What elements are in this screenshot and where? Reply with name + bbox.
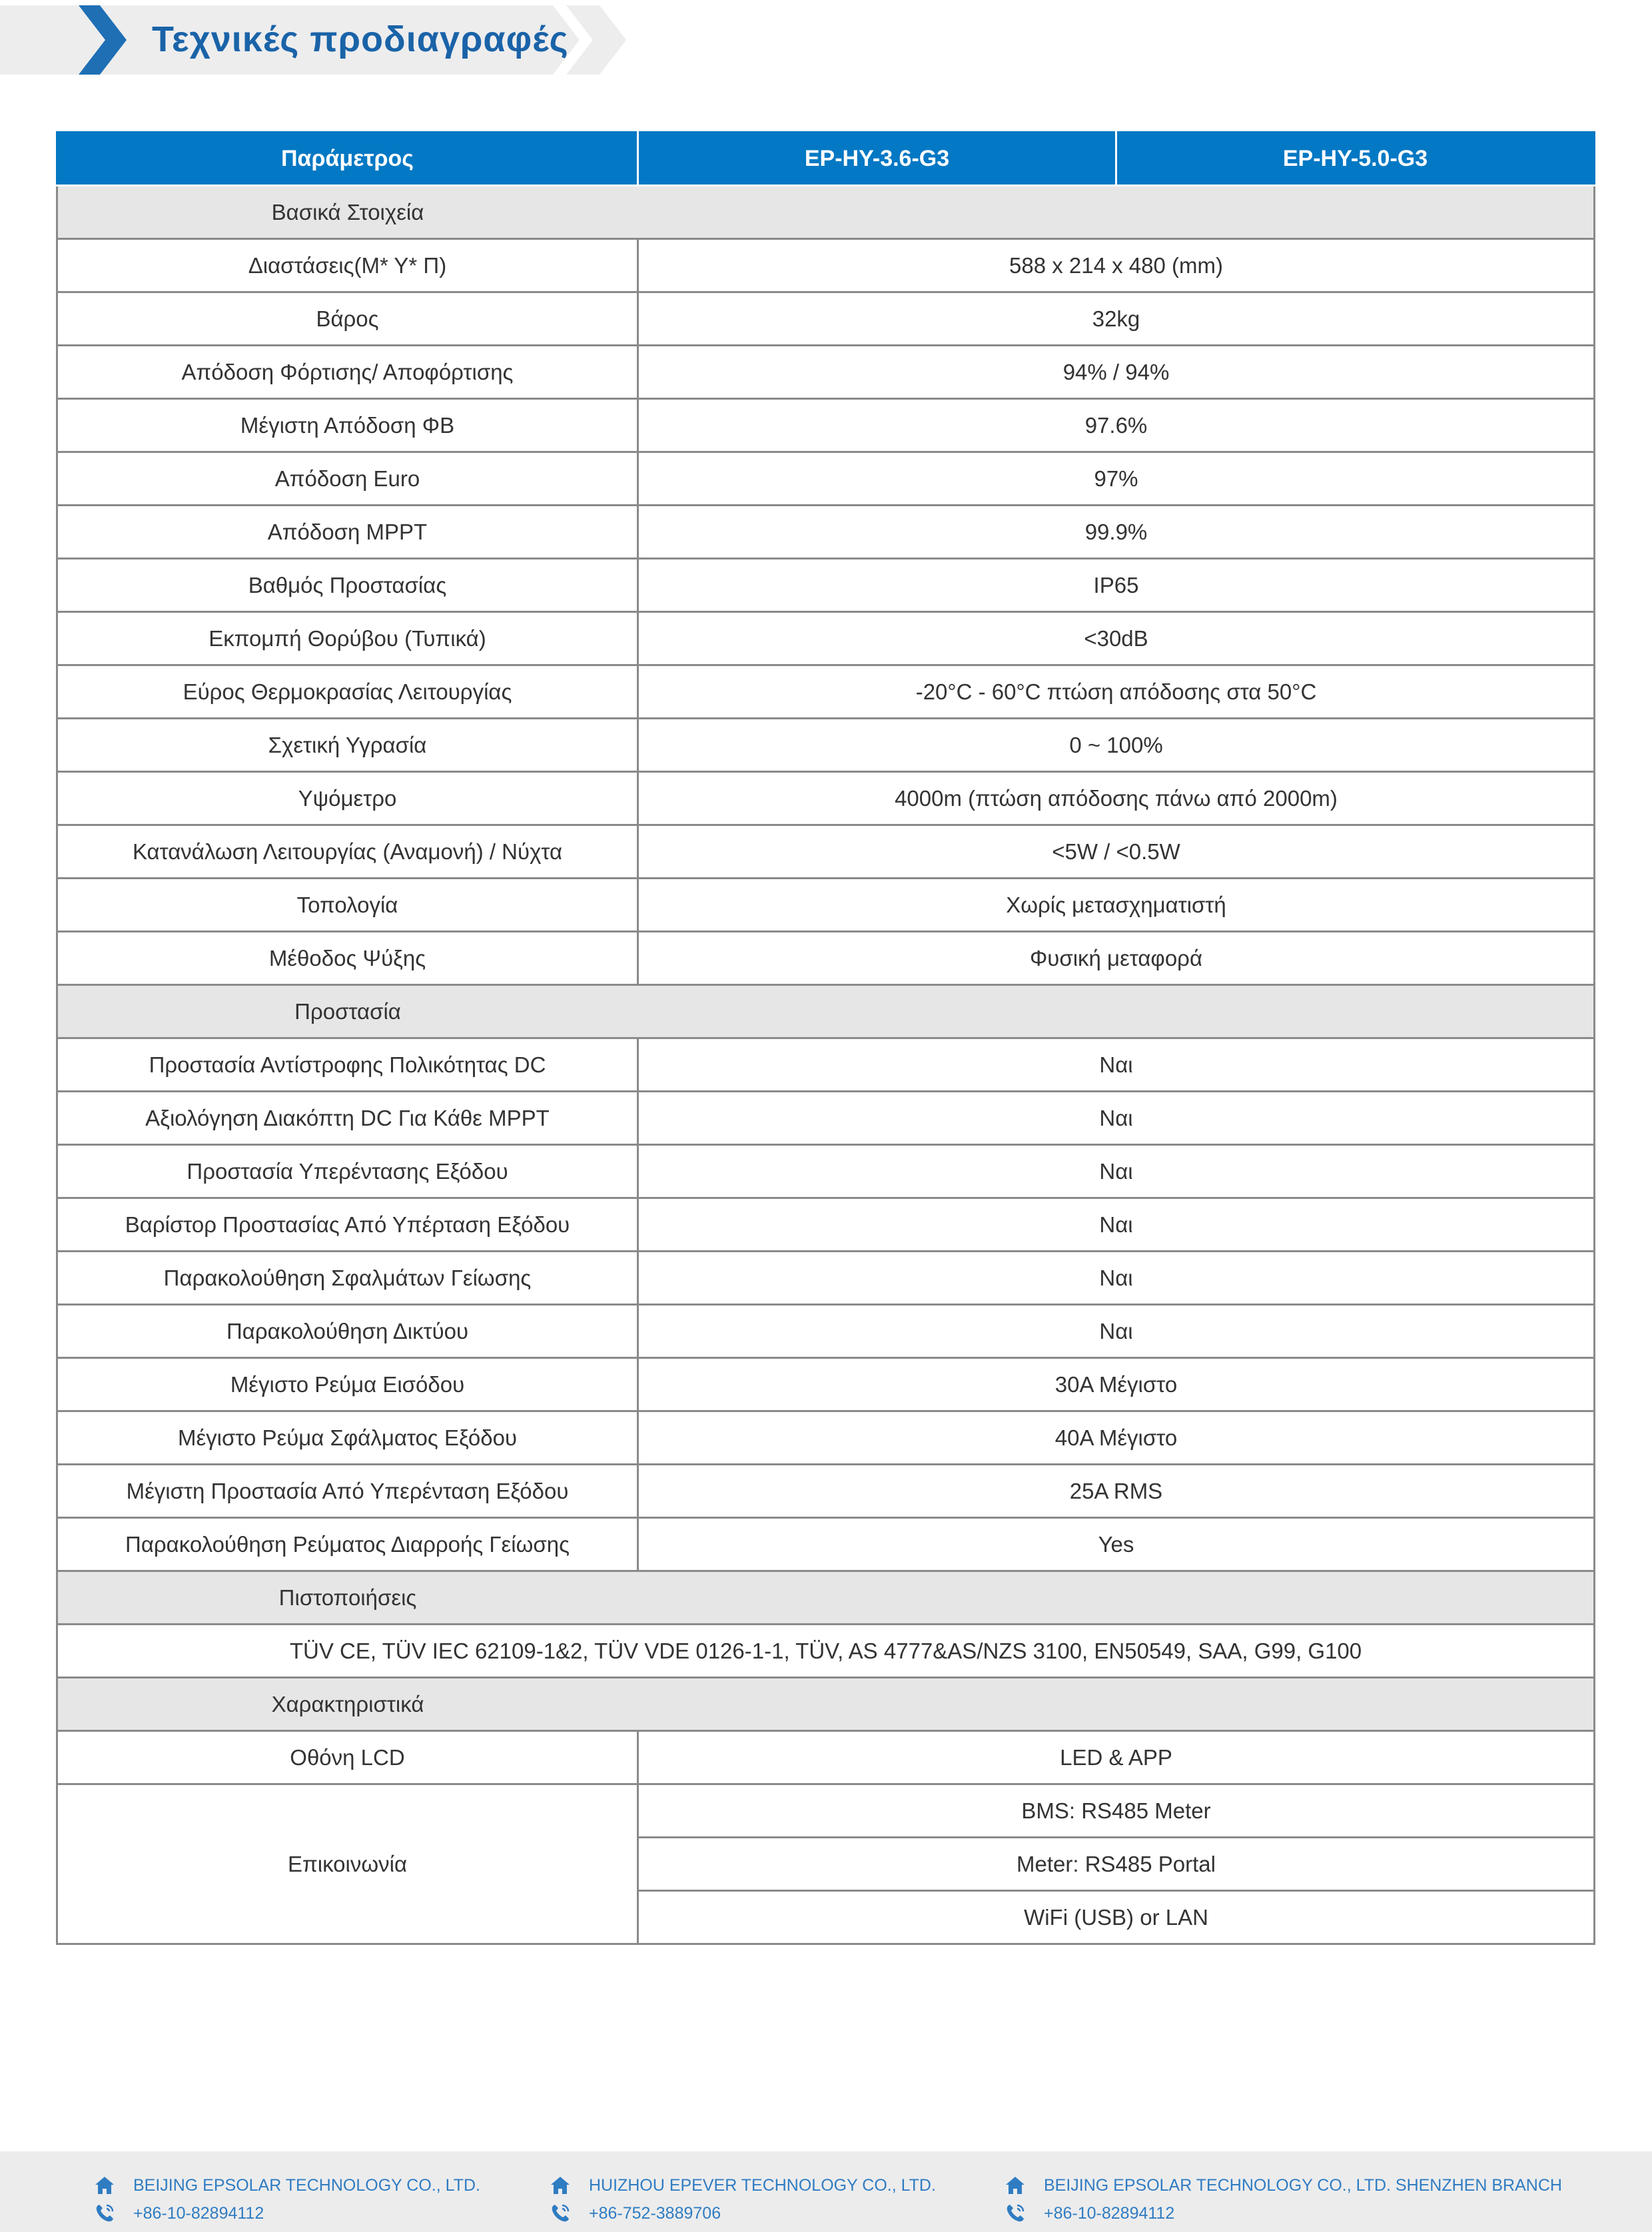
table-row bbox=[57, 1252, 1595, 1305]
table-row bbox=[57, 559, 1595, 612]
row-label: Προστασία Υπερέντασης Εξόδου bbox=[57, 1145, 638, 1198]
row-value: BMS: RS485 Meter bbox=[638, 1784, 1595, 1838]
row-label: Μέγιστο Ρεύμα Εισόδου bbox=[57, 1358, 638, 1411]
row-label: Μέγιστη Προστασία Από Υπερένταση Εξόδου bbox=[57, 1465, 638, 1518]
row-value: Meter: RS485 Portal bbox=[638, 1838, 1595, 1891]
row-value: Yes bbox=[638, 1518, 1595, 1571]
footer-contact bbox=[93, 2171, 480, 2227]
row-label: Εύρος Θερμοκρασίας Λειτουργίας bbox=[57, 665, 638, 719]
footer-company: BEIJING EPSOLAR TECHNOLOGY CO., LTD. SHENZHEN BRANCH bbox=[1044, 2175, 1562, 2195]
row-value: 25A RMS bbox=[638, 1465, 1595, 1518]
table-row bbox=[57, 239, 1595, 292]
table-row bbox=[57, 1305, 1595, 1358]
table-row bbox=[57, 1784, 1595, 1838]
table-row bbox=[57, 932, 1595, 985]
header-parameter: Παράμετρος bbox=[57, 133, 638, 186]
row-value: -20°C - 60°C πτώση απόδοσης στα 50°C bbox=[638, 665, 1595, 719]
section-title-features: Χαρακτηριστικά bbox=[271, 1691, 424, 1716]
table-row bbox=[57, 1465, 1595, 1518]
footer-phone: +86-10-82894112 bbox=[1044, 2203, 1175, 2223]
row-label: Απόδοση Euro bbox=[57, 452, 638, 506]
home-icon bbox=[549, 2174, 572, 2197]
row-value: Ναι bbox=[638, 1092, 1595, 1145]
row-label: Εκπομπή Θορύβου (Τυπικά) bbox=[57, 612, 638, 665]
table-row bbox=[57, 399, 1595, 452]
section-row bbox=[57, 1678, 1595, 1731]
row-value: LED & APP bbox=[638, 1731, 1595, 1784]
row-label: Παρακολούθηση Δικτύου bbox=[57, 1305, 638, 1358]
header-model-5-0: EP-HY-5.0-G3 bbox=[1116, 133, 1595, 186]
row-value: IP65 bbox=[638, 559, 1595, 612]
row-label: Κατανάλωση Λειτουργίας (Αναμονή) / Νύχτα bbox=[57, 825, 638, 879]
section-title-basic: Βασικά Στοιχεία bbox=[271, 199, 424, 224]
table-row bbox=[57, 665, 1595, 719]
row-value: Ναι bbox=[638, 1038, 1595, 1092]
row-value: 97% bbox=[638, 452, 1595, 506]
table-row bbox=[57, 1625, 1595, 1678]
table-row bbox=[57, 1358, 1595, 1411]
row-value: Ναι bbox=[638, 1252, 1595, 1305]
page-header bbox=[0, 0, 1652, 80]
page-title: Τεχνικές προδιαγραφές bbox=[152, 19, 569, 59]
table-row bbox=[57, 452, 1595, 506]
footer-contact bbox=[549, 2171, 936, 2227]
header-model-3-6: EP-HY-3.6-G3 bbox=[638, 133, 1116, 186]
row-value: Ναι bbox=[638, 1145, 1595, 1198]
section-row bbox=[57, 1571, 1595, 1625]
row-value: 40A Μέγιστο bbox=[638, 1411, 1595, 1465]
table-row bbox=[57, 1038, 1595, 1092]
row-label: Επικοινωνία bbox=[57, 1784, 638, 1944]
row-label: Τοπολογία bbox=[57, 879, 638, 932]
home-icon bbox=[1004, 2174, 1027, 2197]
row-label: Απόδοση Φόρτισης/ Αποφόρτισης bbox=[57, 346, 638, 399]
phone-icon bbox=[1004, 2202, 1027, 2225]
phone-icon bbox=[549, 2202, 572, 2225]
row-label: Μέγιστο Ρεύμα Σφάλματος Εξόδου bbox=[57, 1411, 638, 1465]
row-value: 94% / 94% bbox=[638, 346, 1595, 399]
table-row bbox=[57, 719, 1595, 772]
row-label: Βαρίστορ Προστασίας Από Υπέρταση Εξόδου bbox=[57, 1198, 638, 1252]
table-row bbox=[57, 346, 1595, 399]
row-label: Υψόμετρο bbox=[57, 772, 638, 825]
row-value: <30dB bbox=[638, 612, 1595, 665]
row-value: 32kg bbox=[638, 292, 1595, 346]
footer-contact bbox=[1004, 2171, 1562, 2227]
certifications-value: TÜV CE, TÜV IEC 62109-1&2, TÜV VDE 0126-1-1, TÜV, AS 4777&AS/NZS 3100, EN50549, SAA, G99, G100 bbox=[57, 1625, 1595, 1678]
spec-table bbox=[56, 131, 1595, 1945]
table-row bbox=[57, 1145, 1595, 1198]
table-row bbox=[57, 506, 1595, 559]
row-label: Προστασία Αντίστροφης Πολικότητας DC bbox=[57, 1038, 638, 1092]
table-row bbox=[57, 1518, 1595, 1571]
row-value: 0 ~ 100% bbox=[638, 719, 1595, 772]
table-row bbox=[57, 772, 1595, 825]
section-row bbox=[57, 985, 1595, 1038]
row-label: Μέθοδος Ψύξης bbox=[57, 932, 638, 985]
table-header-row bbox=[57, 133, 1595, 186]
footer-company: HUIZHOU EPEVER TECHNOLOGY CO., LTD. bbox=[589, 2175, 936, 2195]
row-value: 97.6% bbox=[638, 399, 1595, 452]
row-value: 99.9% bbox=[638, 506, 1595, 559]
row-value: <5W / <0.5W bbox=[638, 825, 1595, 879]
row-value: Ναι bbox=[638, 1305, 1595, 1358]
section-row bbox=[57, 186, 1595, 239]
footer-company: BEIJING EPSOLAR TECHNOLOGY CO., LTD. bbox=[133, 2175, 480, 2195]
row-label: Μέγιστη Απόδοση ΦΒ bbox=[57, 399, 638, 452]
row-label: Παρακολούθηση Σφαλμάτων Γείωσης bbox=[57, 1252, 638, 1305]
table-row bbox=[57, 612, 1595, 665]
row-label: Σχετική Υγρασία bbox=[57, 719, 638, 772]
table-row bbox=[57, 825, 1595, 879]
row-value: 30A Μέγιστο bbox=[638, 1358, 1595, 1411]
row-value: Χωρίς μετασχηματιστή bbox=[638, 879, 1595, 932]
footer-phone: +86-10-82894112 bbox=[133, 2203, 264, 2223]
home-icon bbox=[93, 2174, 116, 2197]
table-row bbox=[57, 1092, 1595, 1145]
row-value: Φυσική μεταφορά bbox=[638, 932, 1595, 985]
section-title-certifications: Πιστοποιήσεις bbox=[278, 1585, 417, 1610]
row-label: Παρακολούθηση Ρεύματος Διαρροής Γείωσης bbox=[57, 1518, 638, 1571]
row-label: Διαστάσεις(Μ* Υ* Π) bbox=[57, 239, 638, 292]
row-label: Αξιολόγηση Διακόπτη DC Για Κάθε MPPT bbox=[57, 1092, 638, 1145]
phone-icon bbox=[93, 2202, 116, 2225]
table-row bbox=[57, 879, 1595, 932]
row-value: 4000m (πτώση απόδοσης πάνω από 2000m) bbox=[638, 772, 1595, 825]
row-value: 588 x 214 x 480 (mm) bbox=[638, 239, 1595, 292]
row-label: Βαθμός Προστασίας bbox=[57, 559, 638, 612]
section-title-protection: Προστασία bbox=[294, 998, 401, 1024]
footer-phone: +86-752-3889706 bbox=[589, 2203, 721, 2223]
page-footer bbox=[0, 2151, 1652, 2232]
row-label: Οθόνη LCD bbox=[57, 1731, 638, 1784]
table-row bbox=[57, 1731, 1595, 1784]
row-label: Απόδοση MPPT bbox=[57, 506, 638, 559]
table-row bbox=[57, 1198, 1595, 1252]
table-row bbox=[57, 1411, 1595, 1465]
row-value: Ναι bbox=[638, 1198, 1595, 1252]
table-row bbox=[57, 292, 1595, 346]
row-label: Βάρος bbox=[57, 292, 638, 346]
row-value: WiFi (USB) or LAN bbox=[638, 1891, 1595, 1944]
